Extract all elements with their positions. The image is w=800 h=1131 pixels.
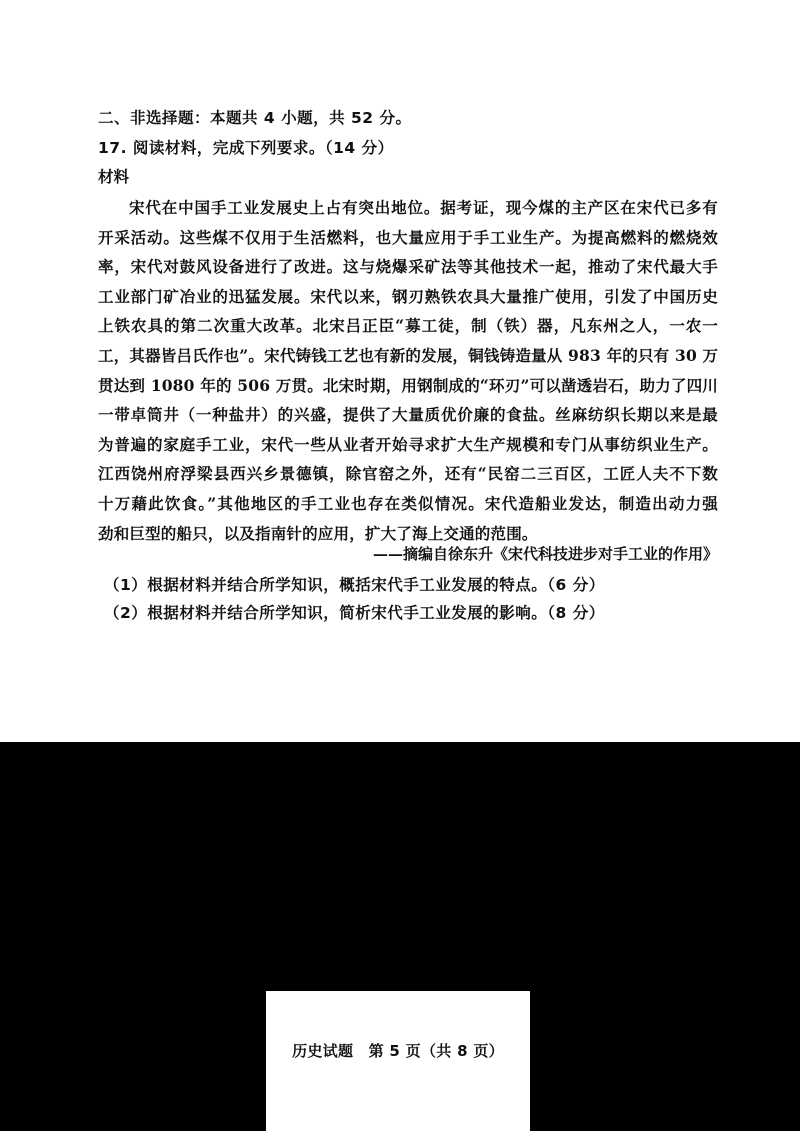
- passage-line: 贯达到 1080 年的 506 万贯。北宋时期，用钢制成的“环刃”可以凿透岩石，助力了四川: [98, 375, 718, 395]
- passage-line: 十万藉此饮食。”其他地区的手工业也存在类似情况。宋代造船业发达，制造出动力强: [98, 493, 718, 513]
- sub-question-2: （2）根据材料并结合所学知识，简析宋代手工业发展的影响。（8 分）: [104, 604, 605, 622]
- material-passage: [98, 193, 718, 548]
- source-citation: ——摘编自徐东升《宋代科技进步对手工业的作用》: [372, 545, 718, 563]
- passage-line: 上铁农具的第二次重大改革。北宋吕正臣“募工徒，制（铁）器，凡东州之人，一农一: [98, 316, 718, 336]
- material-label: 材料: [98, 168, 130, 186]
- sub-question-1: （1）根据材料并结合所学知识，概括宋代手工业发展的特点。（6 分）: [104, 576, 605, 594]
- passage-line: 工业部门矿冶业的迅猛发展。宋代以来，钢刃熟铁农具大量推广使用，引发了中国历史: [98, 286, 718, 306]
- passage-line: 一带卓筒井（一种盐井）的兴盛，提供了大量质优价廉的食盐。丝麻纺织长期以来是最: [98, 405, 718, 425]
- page-footer: [266, 991, 530, 1131]
- passage-line: 劲和巨型的船只，以及指南针的应用，扩大了海上交通的范围。: [98, 523, 538, 543]
- page-number-label: 历史试题 第 5 页（共 8 页）: [292, 1042, 504, 1060]
- passage-line: 为普遍的家庭手工业，宋代一些从业者开始寻求扩大生产规模和专门从事纺织业生产。: [98, 434, 718, 454]
- passage-line: 开采活动。这些煤不仅用于生活燃料，也大量应用于手工业生产。为提高燃料的燃烧效: [98, 227, 718, 247]
- passage-line: 江西饶州府浮梁县西兴乡景德镇，除官窑之外，还有“民窑二三百区，工匠人夫不下数: [98, 464, 718, 484]
- passage-line: 宋代在中国手工业发展史上占有突出地位。据考证，现今煤的主产区在宋代已多有: [129, 198, 718, 217]
- passage-line: 率，宋代对鼓风设备进行了改进。这与烧爆采矿法等其他技术一起，推动了宋代最大手: [98, 257, 718, 277]
- question-17-heading: 17. 阅读材料，完成下列要求。（14 分）: [98, 139, 394, 157]
- section-heading: 二、非选择题：本题共 4 小题，共 52 分。: [98, 109, 412, 127]
- passage-line: 工，其器皆吕氏作也”。宋代铸钱工艺也有新的发展，铜钱铸造量从 983 年的只有 30 万: [98, 345, 719, 365]
